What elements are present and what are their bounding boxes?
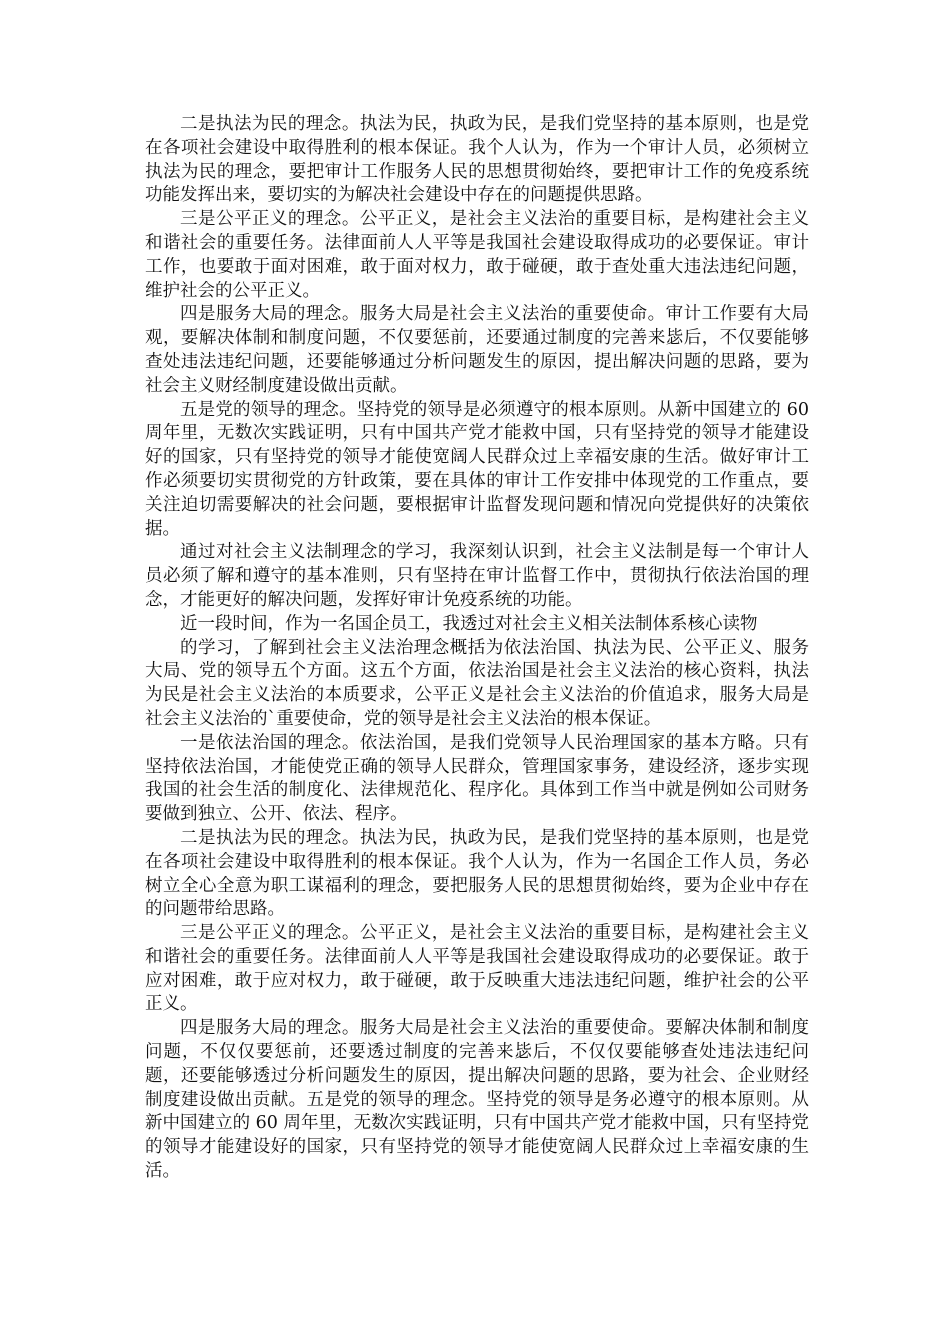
paragraph: 一是依法治国的理念。依法治国，是我们党领导人民治理国家的基本方略。只有坚持依法治国，才能使党正确的领导人民群众，管理国家事务，建设经济，逐步实现我国的社会生活的制度化、法律规范化、程序化。具体到工作当中就是例如公司财务要做到独立、公开、依法、程序。 [145, 732, 809, 825]
paragraph: 四是服务大局的理念。服务大局是社会主义法治的重要使命。要解决体制和制度问题，不仅仅要惩前，还要透过制度的完善来毖后，不仅仅要能够查处违法违纪问题，还要能够透过分析问题发生的原因，提出解决问题的思路，要为社会、企业财经制度建设做出贡献。五是党的领导的理念。坚持党的领导是务必遵守的根本原则。从新中国建立的 60 周年里，无数次实践证明，只有中国共产党才能救中国，只有坚持党的领导才能建设好的国家，只有坚持党的领导才能使宽阔人民群众过上幸福安康的生活。 [145, 1018, 809, 1182]
document-body [145, 113, 809, 1184]
paragraph: 三是公平正义的理念。公平正义，是社会主义法治的重要目标，是构建社会主义和谐社会的重要任务。法律面前人人平等是我国社会建设取得成功的必要保证。敢于应对困难，敢于应对权力，敢于碰硬，敢于反映重大违法违纪问题，维护社会的公平正义。 [145, 923, 809, 1015]
paragraph: 的学习，了解到社会主义法治理念概括为依法治国、执法为民、公平正义、服务大局、党的领导五个方面。这五个方面，依法治国是社会主义法治的核心资料，执法为民是社会主义法治的本质要求，公平正义是社会主义法治的价值追求，服务大局是社会主义法治的`重要使命，党的领导是社会主义法治的根本保证。 [145, 637, 809, 729]
paragraph: 近一段时间，作为一名国企员工，我透过对社会主义相关法制体系核心读物 [180, 613, 758, 634]
paragraph: 通过对社会主义法制理念的学习，我深刻认识到，社会主义法制是每一个审计人员必须了解和遵守的基本准则，只有坚持在审计监督工作中，贯彻执行依法治国的理念，才能更好的解决问题，发挥好审计免疫系统的功能。 [145, 542, 809, 610]
paragraph: 五是党的领导的理念。坚持党的领导是必须遵守的根本原则。从新中国建立的 60 周年里，无数次实践证明，只有中国共产党才能救中国，只有坚持党的领导才能建设好的国家，只有坚持党的领导才能使宽阔人民群众过上幸福安康的生活。做好审计工作必须要切实贯彻党的方针政策，要在具体的审计工作安排中体现党的工作重点，要关注迫切需要解决的社会问题，要根据审计监督发现问题和情况向党提供好的决策依据。 [145, 399, 809, 539]
paragraph: 三是公平正义的理念。公平正义，是社会主义法治的重要目标，是构建社会主义和谐社会的重要任务。法律面前人人平等是我国社会建设取得成功的必要保证。审计工作，也要敢于面对困难，敢于面对权力，敢于碰硬，敢于查处重大违法违纪问题，维护社会的公平正义。 [145, 209, 809, 301]
paragraph: 二是执法为民的理念。执法为民，执政为民，是我们党坚持的基本原则，也是党在各项社会建设中取得胜利的根本保证。我个人认为，作为一名国企工作人员，务必树立全心全意为职工谋福利的理念，要把服务人民的思想贯彻始终，要为企业中存在的问题带给思路。 [145, 827, 809, 920]
paragraph: 二是执法为民的理念。执法为民，执政为民，是我们党坚持的基本原则，也是党在各项社会建设中取得胜利的根本保证。我个人认为，作为一个审计人员，必须树立执法为民的理念，要把审计工作服务人民的思想贯彻始终，要把审计工作的免疫系统功能发挥出来，要切实的为解决社会建设中存在的问题提供思路。 [145, 114, 809, 206]
paragraph: 四是服务大局的理念。服务大局是社会主义法治的重要使命。审计工作要有大局观，要解决体制和制度问题，不仅要惩前，还要通过制度的完善来毖后，不仅要能够查处违法违纪问题，还要能够通过分析问题发生的原因，提出解决问题的思路，要为社会主义财经制度建设做出贡献。 [145, 304, 809, 396]
